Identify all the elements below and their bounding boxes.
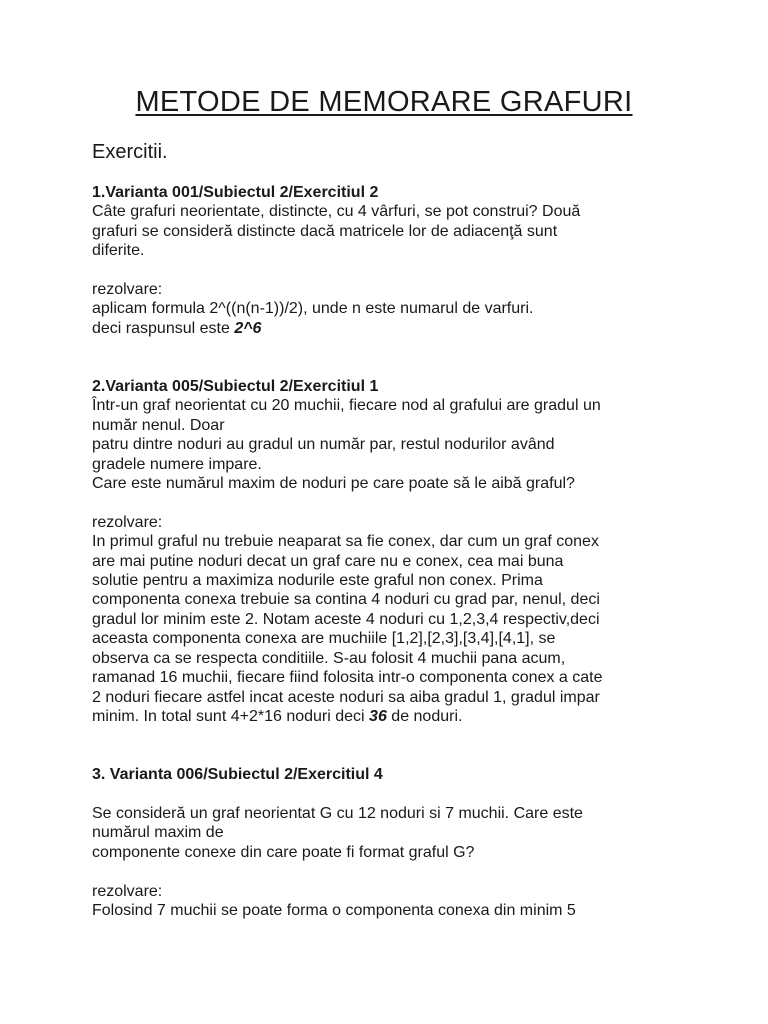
exercise-2-solution-line: 2 noduri fiecare astfel incat aceste noduri sa aiba gradul 1, gradul impar [92,688,600,706]
exercise-2-statement-line: gradele numere impare. [92,455,262,473]
exercise-3-statement-line: componente conexe din care poate fi format graful G? [92,843,475,861]
exercise-1-solution-label: rezolvare: [92,281,163,299]
exercise-2-answer: 36 [369,707,387,725]
exercise-2-statement-line: Care este numărul maxim de noduri pe care poate să le aibă graful? [92,475,575,493]
exercise-3-statement-line: Se consideră un graf neorientat G cu 12 noduri si 7 muchii. Care este [92,804,583,822]
exercise-2-solution-line: componenta conexa trebuie sa contina 4 noduri cu grad par, nenul, deci [92,591,600,609]
exercise-1-statement-line: grafuri se consideră distincte dacă matricele lor de adiacenţă sunt [92,222,558,240]
answer-prefix: deci raspunsul este [92,319,235,337]
answer-prefix: minim. In total sunt 4+2*16 noduri deci [92,707,370,725]
section-subtitle: Exercitii. [92,141,168,163]
exercise-1-heading: 1.Varianta 001/Subiectul 2/Exercitiul 2 [92,184,379,201]
exercise-3-solution-label: rezolvare: [92,882,163,900]
exercise-1-solution-line: aplicam formula 2^((n(n-1))/2), unde n este numarul de varfuri. [92,300,534,318]
exercise-2-statement-line: patru dintre noduri au gradul un număr par, restul nodurilor având [92,436,555,454]
exercise-1 [92,183,682,338]
document-body [92,140,682,920]
exercise-2-solution-line: gradul lor minim este 2. Notam aceste 4 noduri cu 1,2,3,4 respectiv,deci [92,610,600,628]
exercise-1-statement-line: diferite. [92,242,145,260]
exercise-3 [92,765,682,920]
exercise-2-solution-label: rezolvare: [92,513,163,531]
exercise-2-solution-line: ramanad 16 muchii, fiecare fiind folosita intr-o componenta conex a cate [92,669,603,687]
exercise-2-solution-line: are mai putine noduri decat un graf care nu e conex, cea mai buna [92,552,564,570]
exercise-3-heading: 3. Varianta 006/Subiectul 2/Exercitiul 4 [92,766,383,784]
exercise-2-answer-line [92,707,682,726]
exercise-2-solution-line: In primul graful nu trebuie neaparat sa fie conex, dar cum un graf conex [92,533,599,551]
exercise-3-solution-line: Folosind 7 muchii se poate forma o componenta conexa din minim 5 [92,901,576,919]
exercise-2-statement-line: număr nenul. Doar [92,416,225,434]
exercise-2-heading: 2.Varianta 005/Subiectul 2/Exercitiul 1 [92,378,379,396]
exercise-1-answer: 2^6 [234,319,262,337]
exercise-2 [92,377,682,726]
exercise-2-solution-line: observa ca se respecta conditiile. S-au folosit 4 muchii pana acum, [92,649,566,667]
answer-suffix: de noduri. [386,707,463,725]
exercise-1-statement-line: Câte grafuri neorientate, distincte, cu 4 vârfuri, se pot construi? Două [92,203,581,221]
exercise-2-solution-line: aceasta componenta conexa are muchiile [1,2],[2,3],[3,4],[4,1], se [92,630,556,648]
page-title: METODE DE MEMORARE GRAFURI [135,86,633,118]
exercise-3-statement-line: numărul maxim de [92,824,224,842]
exercise-1-answer-line [92,319,682,338]
exercise-2-solution-line: solutie pentru a maximiza nodurile este graful non conex. Prima [92,572,543,590]
exercise-2-statement-line: Într-un graf neorientat cu 20 muchii, fiecare nod al grafului are gradul un [92,397,601,415]
